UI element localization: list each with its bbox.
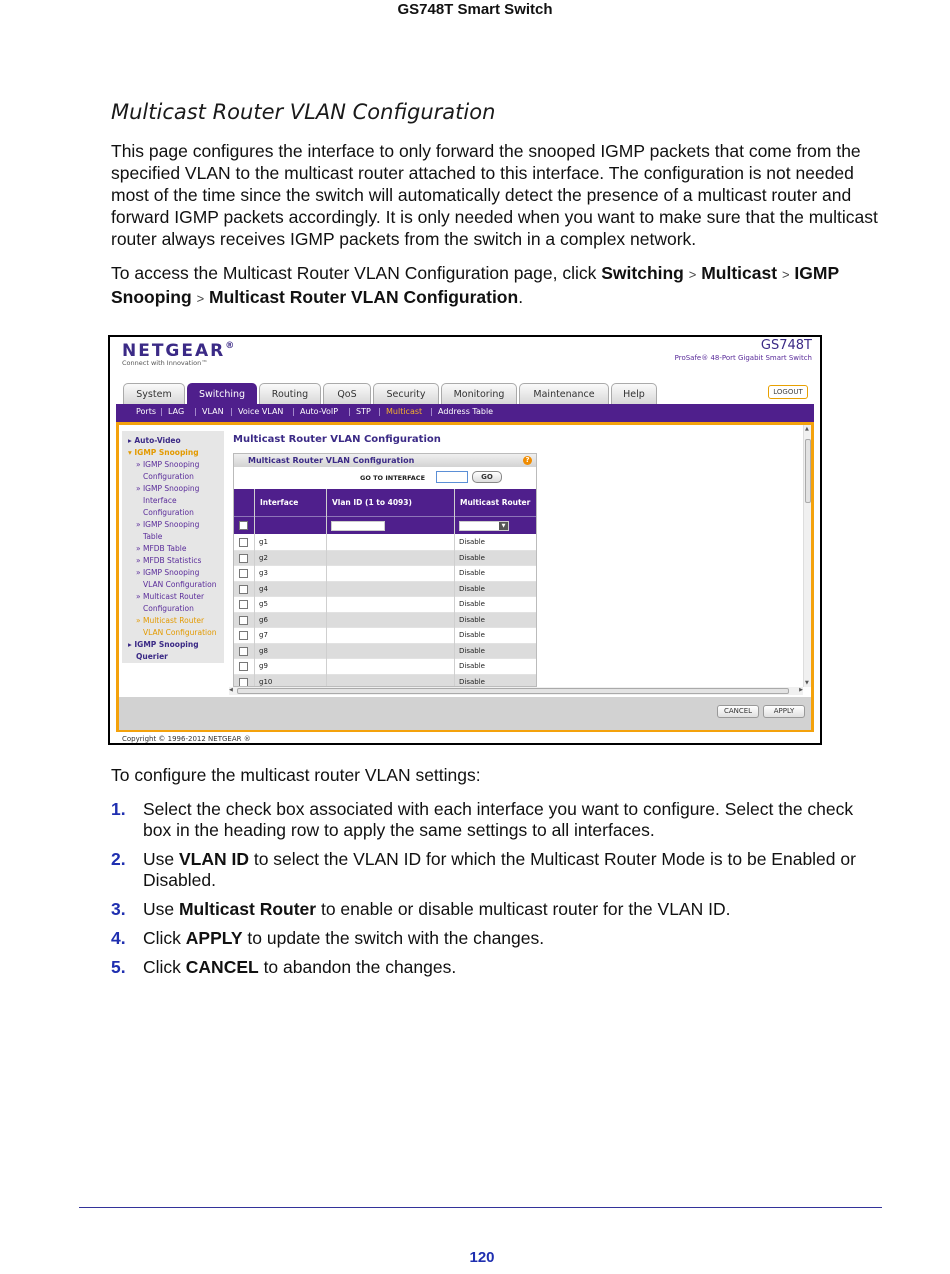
sidebar-item[interactable]: VLAN Configuration bbox=[143, 628, 217, 637]
step-text bbox=[143, 899, 881, 920]
vlan-id-input[interactable] bbox=[331, 521, 385, 531]
step-item bbox=[111, 928, 881, 949]
multicast-router-cell: Disable bbox=[459, 677, 485, 686]
interface-cell: g8 bbox=[259, 646, 268, 655]
sidebar-item[interactable]: » IGMP Snooping bbox=[136, 484, 200, 493]
page-number: 120 bbox=[469, 1249, 495, 1266]
step-text bbox=[143, 849, 881, 891]
apply-button[interactable]: APPLY bbox=[763, 705, 805, 718]
horizontal-scroll-thumb[interactable] bbox=[237, 688, 789, 694]
nav-sep: > bbox=[688, 267, 697, 282]
steps-intro: To configure the multicast router VLAN settings: bbox=[111, 765, 481, 785]
interface-cell: g10 bbox=[259, 677, 273, 686]
row-checkbox[interactable] bbox=[239, 678, 248, 687]
copyright: Copyright © 1996-2012 NETGEAR ® bbox=[122, 735, 251, 743]
subnav-separator: | bbox=[194, 407, 197, 416]
nav-path-4: Multicast Router VLAN Configuration bbox=[209, 287, 519, 307]
sidebar-item[interactable]: » IGMP Snooping bbox=[136, 568, 200, 577]
multicast-router-cell: Disable bbox=[459, 631, 485, 639]
step-text-start: Click bbox=[143, 957, 186, 977]
help-icon[interactable]: ? bbox=[523, 456, 532, 465]
subnav-multicast[interactable]: Multicast bbox=[386, 407, 423, 416]
step-keyword: Multicast Router bbox=[178, 899, 317, 919]
step-keyword: CANCEL bbox=[185, 957, 259, 977]
table-row bbox=[234, 551, 536, 567]
interface-cell: g4 bbox=[259, 584, 268, 593]
row-checkbox[interactable] bbox=[239, 554, 248, 563]
vertical-scrollbar[interactable] bbox=[803, 425, 811, 687]
subnav-voice-vlan[interactable]: Voice VLAN bbox=[238, 407, 284, 416]
subnav-separator: | bbox=[348, 407, 351, 416]
scroll-left-icon[interactable]: ◀ bbox=[229, 687, 233, 693]
header-select-col bbox=[234, 489, 254, 516]
subnav-auto-voip[interactable]: Auto-VoIP bbox=[300, 407, 339, 416]
multicast-router-cell: Disable bbox=[459, 646, 485, 655]
nav-sep: > bbox=[196, 291, 205, 306]
row-checkbox[interactable] bbox=[239, 647, 248, 656]
subnav-separator: | bbox=[160, 407, 163, 416]
model-name: GS748T bbox=[760, 338, 812, 353]
step-keyword: VLAN ID bbox=[178, 849, 249, 869]
button-bar bbox=[119, 697, 811, 730]
panel-title-text: Multicast Router VLAN Configuration bbox=[248, 456, 415, 465]
step-text-end: to update the switch with the changes. bbox=[242, 928, 545, 948]
step-number: 1. bbox=[111, 799, 126, 819]
cancel-button[interactable]: CANCEL bbox=[717, 705, 759, 718]
table-row bbox=[234, 535, 536, 551]
content-area bbox=[119, 425, 811, 730]
interface-cell: g2 bbox=[259, 553, 268, 562]
panel-title bbox=[234, 454, 536, 467]
chevron-down-icon: ▼ bbox=[499, 522, 508, 530]
netgear-logo: NETGEAR® bbox=[122, 341, 237, 361]
step-number: 2. bbox=[111, 849, 126, 869]
vertical-scroll-thumb[interactable] bbox=[805, 439, 811, 503]
sub-navigation bbox=[116, 404, 814, 422]
sidebar-item[interactable]: » MFDB Table bbox=[136, 544, 187, 553]
subnav-vlan[interactable]: VLAN bbox=[202, 407, 224, 416]
step-text bbox=[143, 957, 881, 978]
row-checkbox[interactable] bbox=[239, 616, 248, 625]
sidebar-item[interactable]: Table bbox=[143, 532, 163, 541]
step-item bbox=[111, 957, 881, 978]
running-header: GS748T Smart Switch bbox=[397, 1, 553, 18]
table-row bbox=[234, 613, 536, 629]
intro-paragraph: This page configures the interface to only forward the snooped IGMP packets that come from the specified VLAN to the multicast router attached to this interface. The configuration is not needed most of the time since the switch will automatically detect the presence of a multicast router and forward IGMP packets accordingly. It is only needed when you want to make sure that the multicast router always receives IGMP packets from the switch in a complex network. bbox=[111, 141, 878, 249]
step-number: 3. bbox=[111, 899, 126, 919]
config-panel bbox=[233, 453, 537, 687]
column-header: Interface bbox=[254, 489, 326, 516]
step-number: 4. bbox=[111, 928, 126, 948]
logout-button[interactable]: LOGOUT bbox=[768, 385, 808, 399]
goto-interface-input[interactable] bbox=[436, 471, 468, 483]
column-header: Vlan ID (1 to 4093) bbox=[326, 489, 454, 516]
step-item bbox=[111, 799, 881, 841]
multicast-router-select[interactable] bbox=[459, 521, 509, 531]
scroll-down-icon[interactable]: ▼ bbox=[805, 680, 809, 686]
nav-path-1: Switching bbox=[601, 263, 684, 283]
tab-qos[interactable]: QoS bbox=[323, 383, 371, 404]
footer-rule bbox=[79, 1207, 882, 1208]
table-row bbox=[234, 582, 536, 598]
sidebar-item[interactable]: ▾ IGMP Snooping bbox=[128, 448, 199, 457]
table-row bbox=[234, 659, 536, 675]
sidebar-item[interactable]: Configuration bbox=[143, 508, 194, 517]
tab-security[interactable]: Security bbox=[373, 383, 439, 404]
subnav-separator: | bbox=[292, 407, 295, 416]
ui-screenshot bbox=[108, 335, 822, 745]
sidebar-item[interactable]: Querier bbox=[136, 652, 168, 661]
step-text-start: Use bbox=[143, 849, 179, 869]
page-title: Multicast Router VLAN Configuration bbox=[233, 434, 441, 445]
table-row bbox=[234, 566, 536, 582]
horizontal-scrollbar[interactable] bbox=[229, 687, 803, 695]
nav-suffix: . bbox=[518, 287, 524, 307]
step-text bbox=[143, 928, 881, 949]
sidebar-item[interactable]: » Multicast Router bbox=[136, 592, 205, 601]
sidebar-item[interactable]: ▸ Auto-Video bbox=[128, 436, 181, 445]
tab-switching[interactable]: Switching bbox=[187, 383, 257, 405]
table-row bbox=[234, 644, 536, 660]
multicast-router-cell: Disable bbox=[459, 615, 485, 624]
interface-cell: g7 bbox=[259, 631, 268, 639]
table-row bbox=[234, 675, 536, 688]
sidebar-item[interactable]: » IGMP Snooping bbox=[136, 520, 200, 529]
step-item bbox=[111, 899, 881, 920]
section-title: Multicast Router VLAN Configuration bbox=[111, 100, 496, 124]
subnav-separator: | bbox=[430, 407, 433, 416]
sidebar-item[interactable]: » Multicast Router bbox=[136, 616, 205, 625]
column-divider bbox=[254, 489, 255, 687]
scroll-up-icon[interactable]: ▲ bbox=[805, 426, 809, 432]
subnav-separator: | bbox=[378, 407, 381, 416]
subnav-separator: | bbox=[230, 407, 233, 416]
multicast-router-cell: Disable bbox=[459, 662, 485, 670]
multicast-router-cell: Disable bbox=[459, 584, 485, 593]
navigation-paragraph bbox=[111, 262, 881, 310]
filter-row bbox=[234, 516, 536, 534]
row-checkbox[interactable] bbox=[239, 662, 248, 671]
sidebar-item[interactable]: » IGMP Snooping bbox=[136, 460, 200, 469]
sidebar-item[interactable]: Configuration bbox=[143, 472, 194, 481]
tab-system[interactable]: System bbox=[123, 383, 185, 404]
step-text-end: to enable or disable multicast router for the VLAN ID. bbox=[316, 899, 731, 919]
column-header: Multicast Router bbox=[454, 489, 536, 516]
row-checkbox[interactable] bbox=[239, 538, 248, 547]
step-text-end: to abandon the changes. bbox=[258, 957, 457, 977]
step-keyword: APPLY bbox=[185, 928, 243, 948]
nav-path-3: IGMP Snooping bbox=[111, 263, 839, 307]
tagline: Connect with Innovation™ bbox=[122, 359, 208, 367]
go-button[interactable]: GO bbox=[472, 471, 502, 483]
sidebar-item[interactable]: » MFDB Statistics bbox=[136, 556, 202, 565]
nav-prefix: To access the Multicast Router VLAN Configuration page, click bbox=[111, 263, 602, 283]
content-frame bbox=[116, 422, 814, 732]
row-checkbox[interactable] bbox=[239, 585, 248, 594]
multicast-router-cell: Disable bbox=[459, 569, 485, 577]
interface-cell: g1 bbox=[259, 538, 268, 546]
row-checkbox[interactable] bbox=[239, 631, 248, 640]
multicast-router-cell: Disable bbox=[459, 553, 485, 562]
tab-maintenance[interactable]: Maintenance bbox=[519, 383, 609, 404]
sidebar-item[interactable]: Interface bbox=[143, 496, 177, 505]
subnav-lag[interactable]: LAG bbox=[168, 407, 185, 416]
row-checkbox[interactable] bbox=[239, 600, 248, 609]
tab-routing[interactable]: Routing bbox=[259, 383, 321, 404]
subnav-stp[interactable]: STP bbox=[356, 407, 371, 416]
sidebar bbox=[122, 431, 224, 663]
scroll-right-icon[interactable]: ▶ bbox=[799, 687, 803, 693]
interface-cell: g6 bbox=[259, 615, 268, 624]
table-row bbox=[234, 597, 536, 613]
row-checkbox[interactable] bbox=[239, 569, 248, 578]
sidebar-item[interactable]: Configuration bbox=[143, 604, 194, 613]
nav-path-2: Multicast bbox=[701, 263, 778, 283]
subnav-ports[interactable]: Ports bbox=[136, 407, 157, 416]
nav-sep: > bbox=[781, 267, 790, 282]
tab-help[interactable]: Help bbox=[611, 383, 657, 404]
column-divider bbox=[454, 489, 455, 687]
table-header bbox=[234, 489, 536, 516]
step-text bbox=[143, 799, 881, 841]
subnav-address-table[interactable]: Address Table bbox=[438, 407, 494, 416]
step-number: 5. bbox=[111, 957, 126, 977]
tab-monitoring[interactable]: Monitoring bbox=[441, 383, 517, 404]
interface-cell: g9 bbox=[259, 662, 268, 670]
interface-cell: g3 bbox=[259, 569, 268, 577]
table-row bbox=[234, 628, 536, 644]
sidebar-item[interactable]: VLAN Configuration bbox=[143, 580, 217, 589]
goto-interface-label: GO TO INTERFACE bbox=[360, 474, 426, 482]
select-all-checkbox[interactable] bbox=[239, 521, 248, 530]
step-text-start: Click bbox=[143, 928, 186, 948]
model-description: ProSafe® 48-Port Gigabit Smart Switch bbox=[674, 354, 812, 362]
multicast-router-cell: Disable bbox=[459, 538, 485, 546]
multicast-router-cell: Disable bbox=[459, 600, 485, 608]
step-text-start: Use bbox=[143, 899, 179, 919]
interface-cell: g5 bbox=[259, 600, 268, 608]
sidebar-item[interactable]: ▸ IGMP Snooping bbox=[128, 640, 199, 649]
column-divider bbox=[326, 489, 327, 687]
step-text-start: Select the check box associated with each interface you want to configure. Select the check box in the heading row to apply the same settings to all interfaces. bbox=[143, 799, 854, 840]
step-text-end: to select the VLAN ID for which the Multicast Router Mode is to be Enabled or Disabled. bbox=[143, 849, 856, 890]
step-item bbox=[111, 849, 881, 891]
